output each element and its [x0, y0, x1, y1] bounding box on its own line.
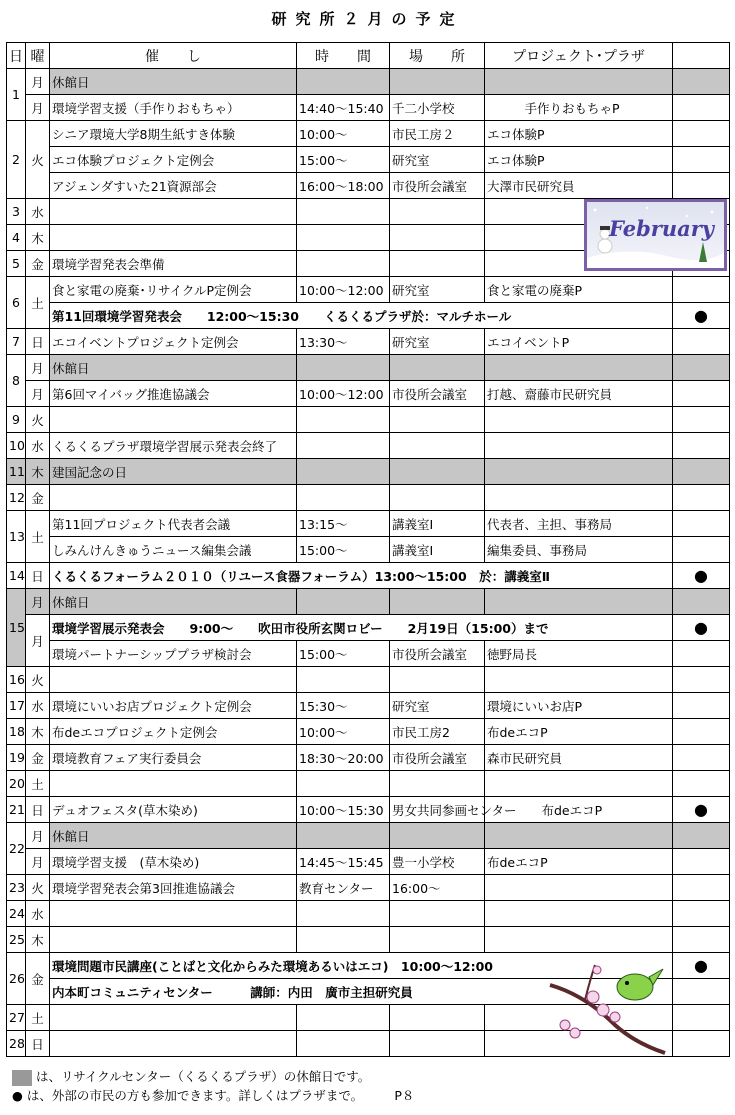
event-cell: くるくるフォーラム２０１０（リユース食器フォーラム）13:00～15:00 於：講義室Ⅱ — [50, 563, 673, 589]
weekday-cell: 土 — [26, 277, 50, 329]
public-event-mark — [673, 381, 730, 407]
header-place: 場 所 — [390, 43, 485, 69]
project-cell: 食と家電の廃棄P — [485, 277, 673, 303]
event-cell: 環境学習支援 (草木染め) — [50, 849, 297, 875]
public-event-mark — [673, 875, 730, 901]
schedule-row — [7, 95, 730, 121]
event-cell: アジェンダすいた21資源部会 — [50, 173, 297, 199]
place-cell — [390, 771, 485, 797]
public-event-mark — [673, 589, 730, 615]
day-cell: 28 — [7, 1031, 26, 1057]
public-event-mark — [673, 485, 730, 511]
time-cell — [297, 667, 390, 693]
schedule-row — [7, 849, 730, 875]
place-cell: 市役所会議室 — [390, 745, 485, 771]
day-cell: 16 — [7, 667, 26, 693]
weekday-cell: 土 — [26, 1005, 50, 1031]
page-title: 研究所２月の予定 — [271, 10, 464, 28]
event-cell: 第6回マイバッグ推進協議会 — [50, 381, 297, 407]
february-illustration — [584, 199, 727, 271]
day-cell: 3 — [7, 199, 26, 225]
project-cell: 徳野局長 — [485, 641, 673, 667]
event-cell — [50, 771, 297, 797]
weekday-cell: 日 — [26, 1031, 50, 1057]
place-cell — [390, 69, 485, 95]
place-cell: 講義室Ⅰ — [390, 537, 485, 563]
time-cell — [297, 1005, 390, 1031]
weekday-cell: 日 — [26, 797, 50, 823]
day-cell: 27 — [7, 1005, 26, 1031]
time-cell — [297, 251, 390, 277]
public-event-mark: ● — [673, 563, 730, 589]
schedule-row — [7, 381, 730, 407]
project-cell — [485, 433, 673, 459]
day-cell: 17 — [7, 693, 26, 719]
place-cell — [390, 199, 485, 225]
place-cell — [390, 407, 485, 433]
place-cell: 16:00～ — [390, 875, 485, 901]
place-cell — [390, 225, 485, 251]
weekday-cell: 金 — [26, 745, 50, 771]
place-cell: 千二小学校 — [390, 95, 485, 121]
weekday-cell: 火 — [26, 875, 50, 901]
day-cell: 14 — [7, 563, 26, 589]
schedule-row — [7, 719, 730, 745]
weekday-cell: 金 — [26, 485, 50, 511]
day-cell: 8 — [7, 355, 26, 407]
header-mark — [673, 43, 730, 69]
public-event-mark — [673, 719, 730, 745]
time-cell: 13:30～ — [297, 329, 390, 355]
event-cell: 第11回プロジェクト代表者会議 — [50, 511, 297, 537]
header-day: 日 — [7, 43, 26, 69]
time-cell — [297, 823, 390, 849]
event-cell — [50, 407, 297, 433]
day-cell: 11 — [7, 459, 26, 485]
public-event-mark — [673, 1005, 730, 1031]
february-label: February — [609, 216, 715, 241]
project-cell — [485, 823, 673, 849]
event-cell — [50, 927, 297, 953]
schedule-row — [7, 901, 730, 927]
event-cell: 休館日 — [50, 69, 297, 95]
project-cell — [485, 667, 673, 693]
day-cell: 20 — [7, 771, 26, 797]
event-cell: 休館日 — [50, 823, 297, 849]
event-cell: 建国記念の日 — [50, 459, 297, 485]
project-cell: 環境にいいお店P — [485, 693, 673, 719]
event-cell: 環境学習支援（手作りおもちゃ） — [50, 95, 297, 121]
weekday-cell: 水 — [26, 433, 50, 459]
weekday-cell: 火 — [26, 667, 50, 693]
grey-swatch-icon — [12, 1070, 32, 1086]
weekday-cell: 月 — [26, 69, 50, 95]
event-cell: エコ体験プロジェクト定例会 — [50, 147, 297, 173]
weekday-cell: 水 — [26, 693, 50, 719]
event-cell: 環境問題市民講座(ことばと文化からみた環境あるいはエコ) 10:00～12:00 — [50, 953, 673, 979]
place-cell: 講義室Ⅰ — [390, 511, 485, 537]
time-cell — [297, 927, 390, 953]
place-cell — [390, 927, 485, 953]
schedule-row — [7, 69, 730, 95]
weekday-cell: 月 — [26, 589, 50, 615]
public-event-mark: ● — [673, 303, 730, 329]
schedule-row — [7, 693, 730, 719]
day-cell: 26 — [7, 953, 26, 1005]
event-cell — [50, 667, 297, 693]
legend-closed — [12, 1067, 414, 1086]
project-cell — [485, 875, 673, 901]
weekday-cell: 火 — [26, 121, 50, 199]
place-cell — [390, 589, 485, 615]
project-cell: 布deエコP — [485, 719, 673, 745]
place-cell: 研究室 — [390, 329, 485, 355]
public-event-mark — [673, 407, 730, 433]
project-cell — [485, 901, 673, 927]
day-cell: 10 — [7, 433, 26, 459]
project-cell — [485, 485, 673, 511]
event-cell: エコイベントプロジェクト定例会 — [50, 329, 297, 355]
time-cell — [297, 407, 390, 433]
place-cell — [390, 901, 485, 927]
schedule-row — [7, 433, 730, 459]
event-cell — [50, 901, 297, 927]
time-cell — [297, 1031, 390, 1057]
schedule-row — [7, 329, 730, 355]
schedule-row — [7, 875, 730, 901]
place-cell: 豊一小学校 — [390, 849, 485, 875]
weekday-cell: 金 — [26, 953, 50, 1005]
public-event-mark — [673, 1031, 730, 1057]
project-cell — [485, 927, 673, 953]
place-cell: 男女共同参画センター 布deエコP — [390, 797, 485, 823]
schedule-row — [7, 511, 730, 537]
schedule-row — [7, 173, 730, 199]
schedule-row — [7, 641, 730, 667]
weekday-cell: 土 — [26, 771, 50, 797]
weekday-cell: 木 — [26, 225, 50, 251]
weekday-cell: 木 — [26, 719, 50, 745]
place-cell: 市役所会議室 — [390, 641, 485, 667]
public-event-mark — [673, 771, 730, 797]
public-event-mark — [673, 927, 730, 953]
project-cell: エコイベントP — [485, 329, 673, 355]
public-event-mark — [673, 511, 730, 537]
project-cell: 手作りおもちゃP — [485, 95, 673, 121]
project-cell: 大澤市民研究員 — [485, 173, 673, 199]
public-event-mark: ● — [673, 615, 730, 641]
public-event-mark: ● — [673, 797, 730, 823]
time-cell — [297, 901, 390, 927]
schedule-row — [7, 589, 730, 615]
project-cell — [485, 459, 673, 485]
public-event-mark — [673, 355, 730, 381]
weekday-cell: 火 — [26, 407, 50, 433]
time-cell: 13:15～ — [297, 511, 390, 537]
public-event-mark — [673, 459, 730, 485]
time-cell: 18:30～20:00 — [297, 745, 390, 771]
day-cell: 1 — [7, 69, 26, 121]
schedule-row — [7, 303, 730, 329]
schedule-row — [7, 563, 730, 589]
place-cell: 研究室 — [390, 277, 485, 303]
event-cell: シニア環境大学8期生紙すき体験 — [50, 121, 297, 147]
event-cell: 環境学習展示発表会 9:00～ 吹田市役所玄関ロビー 2月19日（15:00）まで — [50, 615, 673, 641]
time-cell: 16:00～18:00 — [297, 173, 390, 199]
schedule-row — [7, 537, 730, 563]
event-cell — [50, 1005, 297, 1031]
schedule-row — [7, 823, 730, 849]
public-event-mark — [673, 329, 730, 355]
weekday-cell: 月 — [26, 381, 50, 407]
schedule-row — [7, 615, 730, 641]
time-cell: 10:00～12:00 — [297, 277, 390, 303]
place-cell — [390, 355, 485, 381]
weekday-cell: 日 — [26, 563, 50, 589]
public-event-mark — [673, 277, 730, 303]
project-cell: 布deエコP — [485, 849, 673, 875]
schedule-row — [7, 667, 730, 693]
time-cell — [297, 355, 390, 381]
event-cell: しみんけんきゅうニュース編集会議 — [50, 537, 297, 563]
legend-dot: ● は、外部の市民の方も参加できます。詳しくはプラザまで。 P８ — [12, 1088, 415, 1103]
legend-closed-text: は、リサイクルセンター（くるくるプラザ）の休館日です。 — [36, 1069, 371, 1084]
event-cell: 食と家電の廃棄･リサイクルP定例会 — [50, 277, 297, 303]
header-time: 時 間 — [297, 43, 390, 69]
public-event-mark — [673, 901, 730, 927]
event-cell: 内本町コミュニティセンター 講師：内田 廣市主担研究員 — [50, 979, 673, 1005]
project-cell: 打越、齋藤市民研究員 — [485, 381, 673, 407]
place-cell: 研究室 — [390, 147, 485, 173]
event-cell: 環境パートナーシッププラザ検討会 — [50, 641, 297, 667]
public-event-mark — [673, 69, 730, 95]
day-cell: 24 — [7, 901, 26, 927]
place-cell: 市役所会議室 — [390, 381, 485, 407]
time-cell — [297, 771, 390, 797]
event-cell — [50, 1031, 297, 1057]
place-cell: 市民工房２ — [390, 121, 485, 147]
schedule-row — [7, 459, 730, 485]
day-cell: 2 — [7, 121, 26, 199]
time-cell: 15:00～ — [297, 147, 390, 173]
time-cell: 15:00～ — [297, 641, 390, 667]
weekday-cell: 月 — [26, 823, 50, 849]
weekday-cell: 水 — [26, 901, 50, 927]
schedule-row — [7, 147, 730, 173]
event-cell: 環境学習発表会第3回推進協議会 — [50, 875, 297, 901]
time-cell — [297, 199, 390, 225]
time-cell: 10:00～12:00 — [297, 381, 390, 407]
weekday-cell: 月 — [26, 95, 50, 121]
event-cell: 第11回環境学習発表会 12:00～15:30 くるくるプラザ於：マルチホール — [50, 303, 673, 329]
weekday-cell: 月 — [26, 355, 50, 381]
weekday-cell: 水 — [26, 199, 50, 225]
place-cell — [390, 1005, 485, 1031]
public-event-mark: ● — [673, 953, 730, 979]
schedule-row — [7, 927, 730, 953]
time-cell — [297, 433, 390, 459]
header-dow: 曜 — [26, 43, 50, 69]
schedule-row — [7, 771, 730, 797]
schedule-row — [7, 355, 730, 381]
project-cell: エコ体験P — [485, 121, 673, 147]
schedule-row — [7, 797, 730, 823]
place-cell: 研究室 — [390, 693, 485, 719]
project-cell — [485, 589, 673, 615]
place-cell — [390, 433, 485, 459]
schedule-row — [7, 277, 730, 303]
weekday-cell: 木 — [26, 927, 50, 953]
time-cell: 15:00～ — [297, 537, 390, 563]
day-cell: 6 — [7, 277, 26, 329]
public-event-mark — [673, 745, 730, 771]
table-header-row — [7, 43, 730, 69]
public-event-mark — [673, 95, 730, 121]
time-cell: 15:30～ — [297, 693, 390, 719]
public-event-mark — [673, 979, 730, 1005]
place-cell: 市役所会議室 — [390, 173, 485, 199]
event-cell: 布deエコプロジェクト定例会 — [50, 719, 297, 745]
header-project: プロジェクト･プラザ — [485, 43, 673, 69]
day-cell: 7 — [7, 329, 26, 355]
day-cell: 5 — [7, 251, 26, 277]
weekday-cell: 金 — [26, 251, 50, 277]
day-cell: 21 — [7, 797, 26, 823]
event-cell: デュオフェスタ(草木染め) — [50, 797, 297, 823]
weekday-cell: 日 — [26, 329, 50, 355]
event-cell — [50, 485, 297, 511]
public-event-mark — [673, 641, 730, 667]
project-cell: 編集委員、事務局 — [485, 537, 673, 563]
time-cell — [297, 485, 390, 511]
project-cell: 森市民研究員 — [485, 745, 673, 771]
day-cell: 22 — [7, 823, 26, 875]
public-event-mark — [673, 173, 730, 199]
project-cell — [485, 771, 673, 797]
time-cell: 教育センター — [297, 875, 390, 901]
schedule-row — [7, 121, 730, 147]
public-event-mark — [673, 121, 730, 147]
weekday-cell: 月 — [26, 849, 50, 875]
place-cell — [390, 485, 485, 511]
project-cell — [485, 407, 673, 433]
public-event-mark — [673, 147, 730, 173]
time-cell — [297, 459, 390, 485]
event-cell: 環境教育フェア実行委員会 — [50, 745, 297, 771]
public-event-mark — [673, 823, 730, 849]
day-cell: 18 — [7, 719, 26, 745]
project-cell: エコ体験P — [485, 147, 673, 173]
time-cell: 14:45～15:45 — [297, 849, 390, 875]
header-event: 催 し — [50, 43, 297, 69]
place-cell — [390, 1031, 485, 1057]
event-cell: 環境学習発表会準備 — [50, 251, 297, 277]
project-cell — [485, 355, 673, 381]
place-cell: 市民工房2 — [390, 719, 485, 745]
time-cell: 10:00～15:30 — [297, 797, 390, 823]
event-cell: くるくるプラザ環境学習展示発表会終了 — [50, 433, 297, 459]
weekday-cell: 木 — [26, 459, 50, 485]
place-cell — [390, 459, 485, 485]
day-cell: 15 — [7, 589, 26, 667]
day-cell: 13 — [7, 511, 26, 563]
weekday-cell: 月 — [26, 615, 50, 667]
event-cell — [50, 199, 297, 225]
schedule-row — [7, 407, 730, 433]
schedule-table — [6, 42, 730, 1057]
place-cell — [390, 667, 485, 693]
day-cell: 23 — [7, 875, 26, 901]
legend — [12, 1067, 414, 1105]
schedule-row — [7, 485, 730, 511]
place-cell — [390, 251, 485, 277]
public-event-mark — [673, 849, 730, 875]
time-cell: 10:00～ — [297, 121, 390, 147]
public-event-mark — [673, 667, 730, 693]
time-cell: 10:00～ — [297, 719, 390, 745]
day-cell: 25 — [7, 927, 26, 953]
day-cell: 19 — [7, 745, 26, 771]
day-cell: 12 — [7, 485, 26, 511]
public-event-mark — [673, 537, 730, 563]
project-cell: 代表者、主担、事務局 — [485, 511, 673, 537]
time-cell: 14:40～15:40 — [297, 95, 390, 121]
event-cell: 環境にいいお店プロジェクト定例会 — [50, 693, 297, 719]
project-cell — [485, 69, 673, 95]
time-cell — [297, 589, 390, 615]
day-cell: 4 — [7, 225, 26, 251]
public-event-mark — [673, 433, 730, 459]
event-cell: 休館日 — [50, 355, 297, 381]
place-cell — [390, 823, 485, 849]
schedule-row — [7, 745, 730, 771]
public-event-mark — [673, 693, 730, 719]
time-cell — [297, 225, 390, 251]
time-cell — [297, 69, 390, 95]
plum-bird-illustration — [545, 955, 670, 1055]
event-cell: 休館日 — [50, 589, 297, 615]
weekday-cell: 土 — [26, 511, 50, 563]
event-cell — [50, 225, 297, 251]
day-cell: 9 — [7, 407, 26, 433]
